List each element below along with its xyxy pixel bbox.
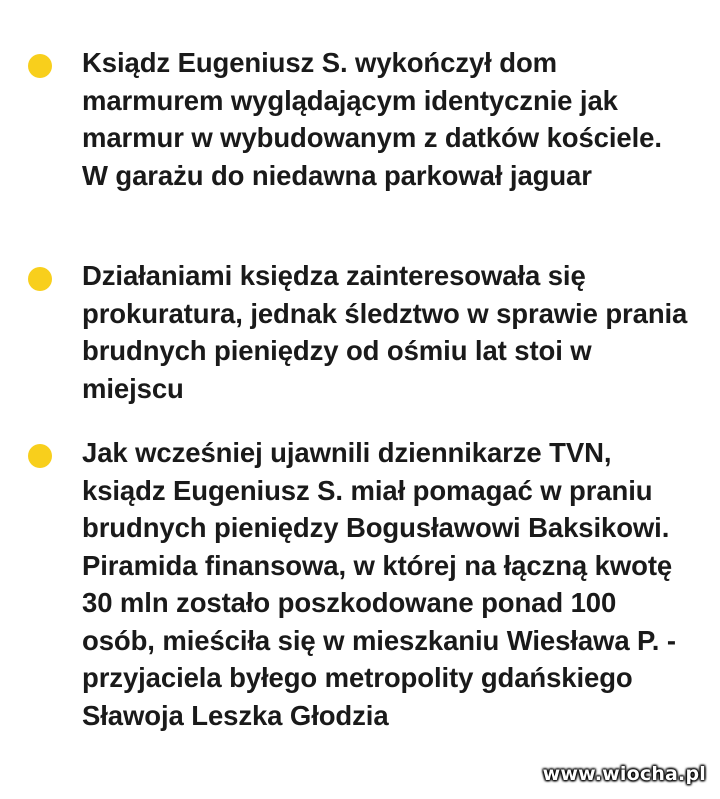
bullet-text: Działaniami księdza zainteresowała się prokuratura, jednak śledztwo w sprawie prania brudnych pieniędzy od ośmiu lat stoi w miejscu <box>82 260 688 404</box>
bullet-dot-icon <box>28 444 52 468</box>
bullet-text: Ksiądz Eugeniusz S. wykończył dom marmurem wyglądającym identycznie jak marmur w wybudowanym z datków kościele. W garażu do niedawna parkował jaguar <box>82 47 662 191</box>
bullet-text: Jak wcześniej ujawnili dziennikarze TVN, ksiądz Eugeniusz S. miał pomagać w praniu brudnych pieniędzy Bogusławowi Baksikowi. Piramida finansowa, w której na łączną kwotę 30 mln zostało poszkodowane ponad 100 osób, mieściła się w mieszkaniu Wiesława P. - przyjaciela byłego metropolity gdańskiego Sławoja Leszka Głodzia <box>82 437 676 731</box>
bullet-dot-icon <box>28 267 52 291</box>
watermark-logo: www.wiocha.pl <box>542 763 706 785</box>
bullet-dot-icon <box>28 54 52 78</box>
